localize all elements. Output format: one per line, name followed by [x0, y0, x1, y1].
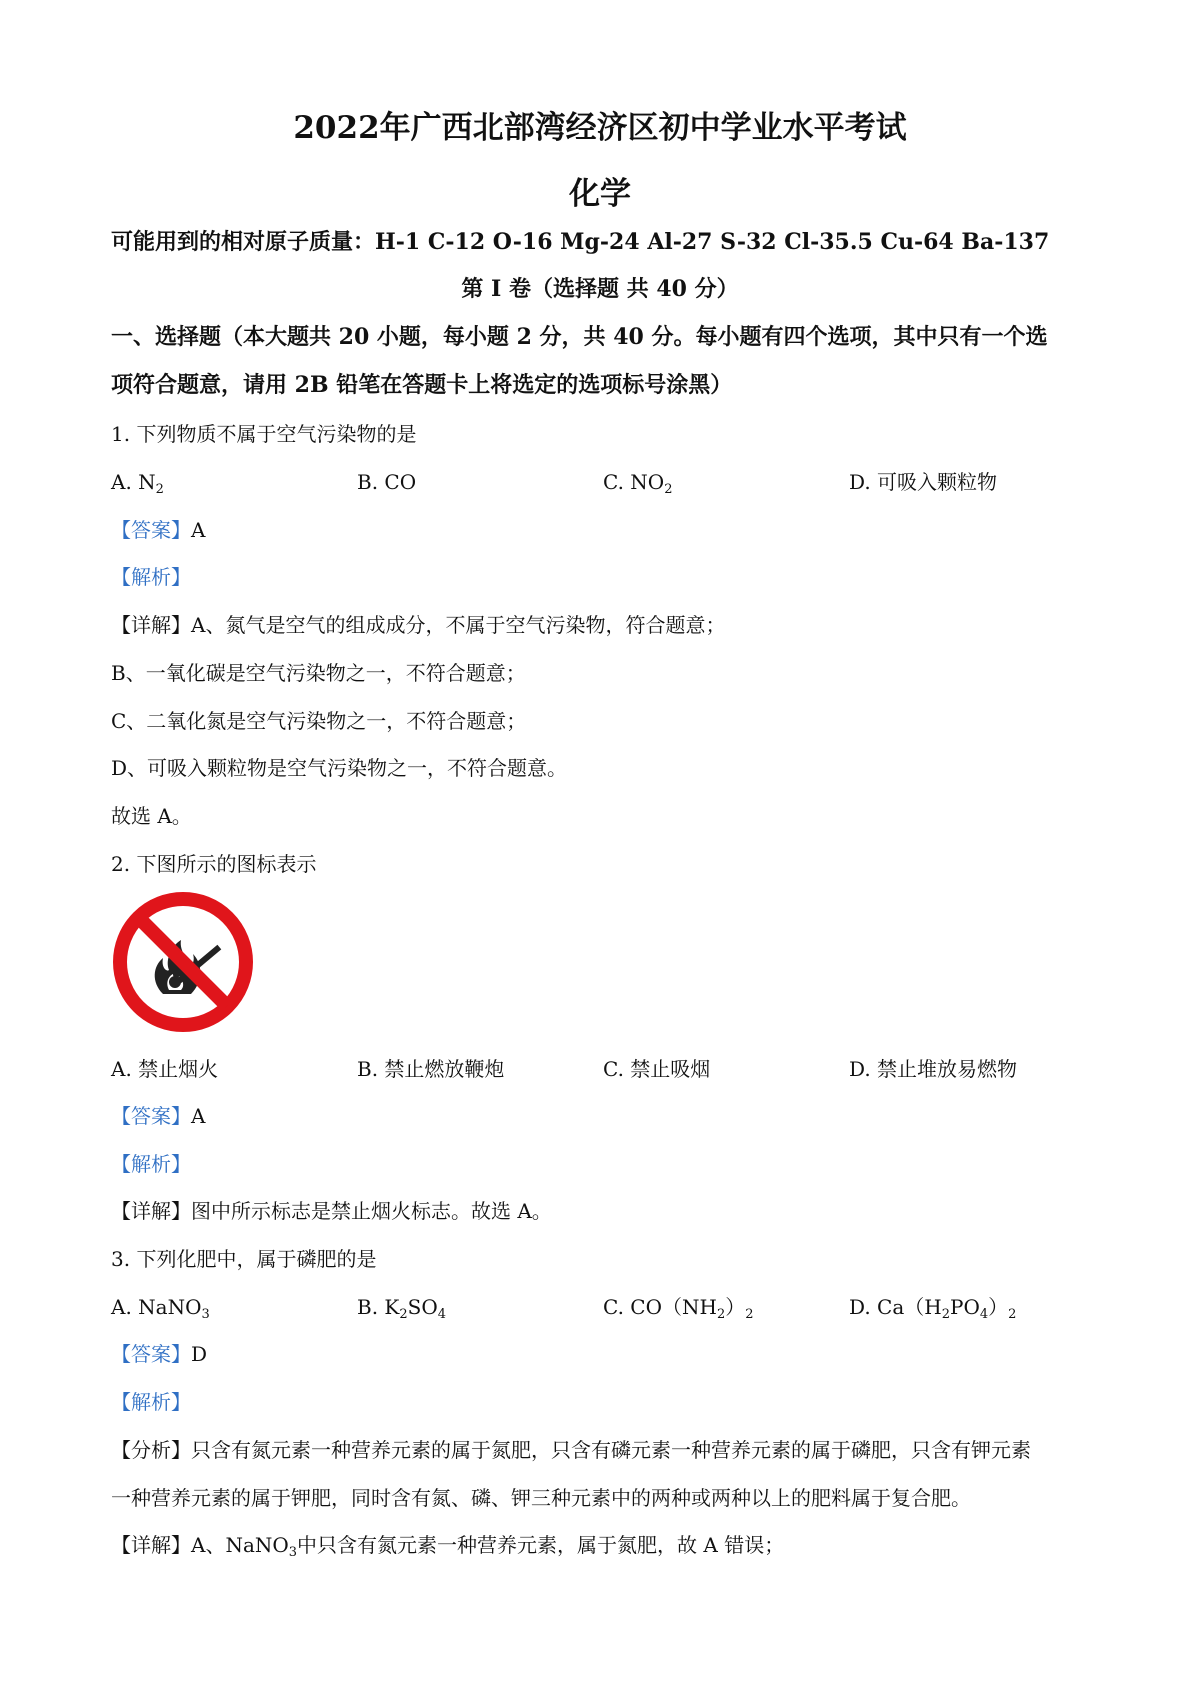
q1-detail: 【详解】A、氮气是空气的组成成分，不属于空气污染物，符合题意；	[111, 613, 726, 637]
volume-heading: 第 I 卷（选择题 共 40 分）	[461, 276, 739, 302]
q1-answer	[111, 516, 205, 544]
q1-detail-b: B、一氧化碳是空气污染物之一，不符合题意；	[111, 661, 526, 685]
q3-option-d	[849, 1293, 1016, 1329]
section-instructions-line1: 一、选择题（本大题共 20 小题，每小题 2 分，共 40 分。每小题有四个选项，其中只有一个选	[111, 324, 1048, 350]
q3-analysis-tag: 【解析】	[111, 1390, 191, 1414]
q1-answer-value: A	[191, 518, 206, 542]
q3-option-b-sub1: 2	[399, 1307, 408, 1322]
q3-option-c-mid: ）	[725, 1295, 746, 1319]
q1-option-a-text: A. N	[111, 470, 156, 494]
q3-detail-post: 中只含有氮元素一种营养元素，属于氮肥，故 A 错误；	[297, 1533, 785, 1557]
q3-answer-value: D	[191, 1342, 208, 1366]
atomic-masses: 可能用到的相对原子质量：H-1 C-12 O-16 Mg-24 Al-27 S-32 Cl-35.5 Cu-64 Ba-137	[111, 229, 1050, 255]
q3-option-a	[111, 1293, 210, 1329]
q3-option-d-mid2: ）	[988, 1295, 1009, 1319]
q3-option-b	[357, 1293, 446, 1329]
q3-option-d-text: D. Ca（H	[849, 1295, 942, 1319]
q1-stem: 1. 下列物质不属于空气污染物的是	[111, 422, 417, 446]
q3-option-c-sub2: 2	[745, 1307, 754, 1322]
q3-analysis-line2: 一种营养元素的属于钾肥，同时含有氮、磷、钾三种元素中的两种或两种以上的肥料属于复合肥。	[111, 1486, 971, 1510]
q3-option-d-sub2: 4	[979, 1307, 989, 1322]
q2-option-a: A. 禁止烟火	[111, 1057, 219, 1081]
q3-option-a-sub: 3	[201, 1307, 210, 1322]
q1-option-c-text: C. NO	[603, 470, 665, 494]
q2-answer-tag: 【答案】	[111, 1104, 191, 1128]
q2-answer-value: A	[191, 1104, 206, 1128]
q3-answer-tag: 【答案】	[111, 1342, 191, 1366]
q1-analysis-tag: 【解析】	[111, 565, 191, 589]
q1-option-a-sub: 2	[155, 482, 164, 497]
q3-option-c	[603, 1293, 754, 1329]
q2-stem: 2. 下图所示的图标表示	[111, 852, 317, 876]
q1-option-c	[603, 468, 672, 504]
no-fire-sign-icon	[111, 890, 255, 1034]
q2-detail: 【详解】图中所示标志是禁止烟火标志。故选 A。	[111, 1199, 552, 1223]
q1-option-c-sub: 2	[664, 482, 673, 497]
q3-option-d-mid: PO	[950, 1295, 980, 1319]
q2-analysis-tag: 【解析】	[111, 1152, 191, 1176]
q2-answer	[111, 1102, 205, 1130]
q2-option-d: D. 禁止堆放易燃物	[849, 1057, 1018, 1081]
q3-option-d-sub1: 2	[941, 1307, 950, 1322]
q1-detail-c: C、二氧化氮是空气污染物之一，不符合题意；	[111, 709, 527, 733]
q1-detail-d: D、可吸入颗粒物是空气污染物之一，不符合题意。	[111, 756, 568, 780]
q1-conclusion: 故选 A。	[111, 804, 192, 828]
q3-option-b-mid: SO	[407, 1295, 438, 1319]
q3-detail-sub: 3	[288, 1545, 298, 1560]
q1-answer-tag: 【答案】	[111, 518, 191, 542]
q3-option-c-text: C. CO（NH	[603, 1295, 717, 1319]
q1-option-b: B. CO	[357, 470, 417, 494]
q2-option-c: C. 禁止吸烟	[603, 1057, 711, 1081]
q1-option-a	[111, 468, 164, 504]
subject-title: 化学	[569, 176, 631, 212]
q3-option-a-text: A. NaNO	[111, 1295, 202, 1319]
q3-stem: 3. 下列化肥中，属于磷肥的是	[111, 1247, 377, 1271]
exam-title: 2022年广西北部湾经济区初中学业水平考试	[293, 110, 907, 146]
q3-option-d-sub3: 2	[1008, 1307, 1017, 1322]
q3-detail-text: 【详解】A、NaNO	[111, 1533, 289, 1557]
q1-option-d: D. 可吸入颗粒物	[849, 470, 998, 494]
q3-option-b-sub2: 4	[437, 1307, 447, 1322]
q2-option-b: B. 禁止燃放鞭炮	[357, 1057, 505, 1081]
q3-detail	[111, 1531, 784, 1567]
q3-analysis-line1: 【分析】只含有氮元素一种营养元素的属于氮肥，只含有磷元素一种营养元素的属于磷肥，只含有钾元素	[111, 1438, 1031, 1462]
section-instructions-line2: 项符合题意，请用 2B 铅笔在答题卡上将选定的选项标号涂黑）	[111, 372, 733, 398]
q3-answer	[111, 1340, 207, 1368]
q3-option-c-sub1: 2	[716, 1307, 726, 1322]
q3-option-b-text: B. K	[357, 1295, 400, 1319]
